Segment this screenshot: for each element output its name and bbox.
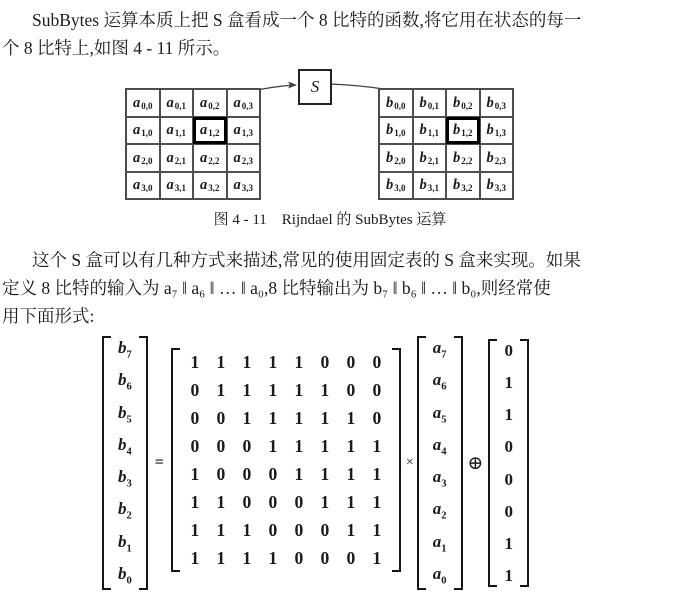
matrix-entry: 1 [320, 491, 330, 512]
b-vector [102, 336, 148, 590]
vector-entry: $b_3$ [118, 467, 132, 490]
sbox [298, 69, 332, 105]
matrix-entry: 0 [190, 407, 200, 428]
vector-entry: 1 [504, 533, 513, 553]
matrix-entry: 0 [372, 351, 382, 372]
matrix-entry: 1 [242, 547, 252, 568]
vector-entry: $a_0$ [432, 564, 447, 587]
state-cell: b $_{1,3}$ [480, 117, 514, 145]
state-cell: b $_{3,2}$ [446, 172, 480, 200]
state-grid-input [125, 88, 261, 200]
matrix-entry: 1 [190, 463, 200, 484]
matrix-entry: 1 [216, 351, 226, 372]
matrix-entry: 1 [294, 407, 304, 428]
matrix-entry: 0 [346, 547, 356, 568]
matrix-entry: 1 [268, 407, 278, 428]
state-cell: b $_{2,1}$ [413, 144, 447, 172]
state-cell: a $_{1,1}$ [160, 117, 194, 145]
state-cell: a $_{1,3}$ [227, 117, 261, 145]
matrix-entry: 0 [372, 407, 382, 428]
vector-entry: 1 [504, 565, 513, 585]
vector-entry: $a_7$ [432, 338, 447, 361]
state-cell: b $_{0,3}$ [480, 89, 514, 117]
matrix-entry: 1 [190, 491, 200, 512]
state-cell: a $_{2,2}$ [193, 144, 227, 172]
matrix-entry: 0 [346, 379, 356, 400]
vector-entry: $a_2$ [432, 499, 447, 522]
vector-entry: $a_3$ [432, 467, 447, 490]
matrix-entry: 1 [372, 463, 382, 484]
affine-equation [102, 334, 529, 592]
state-cell: a $_{2,0}$ [126, 144, 160, 172]
matrix-entry: 1 [320, 379, 330, 400]
vector-entry: 0 [504, 469, 513, 489]
state-cell: a $_{1,2}$ [193, 117, 227, 145]
vector-entry: 1 [504, 373, 513, 393]
bracket-left [417, 336, 426, 590]
paragraph-2 [2, 246, 658, 330]
state-cell: b $_{2,2}$ [446, 144, 480, 172]
matrix-entry: 1 [294, 435, 304, 456]
vector-entry: $a_5$ [432, 402, 447, 425]
bracket-left [102, 336, 111, 590]
matrix-entry: 1 [242, 519, 252, 540]
bracket-right [139, 336, 148, 590]
vector-entry: $b_6$ [118, 370, 132, 393]
vector-entry: 0 [504, 501, 513, 521]
state-cell: b $_{0,1}$ [413, 89, 447, 117]
matrix-entry: 0 [190, 435, 200, 456]
paragraph-line: 用下面形式: [2, 306, 95, 326]
matrix-entry: 0 [294, 547, 304, 568]
matrix-entry: 0 [320, 519, 330, 540]
vector-entry: $b_4$ [118, 434, 132, 458]
matrix-entry: 0 [320, 547, 330, 568]
coefficient-matrix [171, 348, 401, 572]
state-cell: a $_{3,3}$ [227, 172, 261, 200]
matrix-entry: 1 [242, 407, 252, 428]
matrix-entry: 0 [268, 519, 278, 540]
matrix-entry: 0 [294, 519, 304, 540]
matrix-entry: 1 [190, 351, 200, 372]
state-cell: a $_{2,1}$ [160, 144, 194, 172]
state-cell: a $_{0,2}$ [193, 89, 227, 117]
matrix-entry: 1 [216, 379, 226, 400]
multiply-sign: × [405, 455, 414, 470]
vector-entry: 0 [504, 341, 513, 360]
xor-sign: ⊕ [467, 452, 484, 474]
matrix-entry: 0 [242, 435, 252, 456]
matrix-entry: 0 [320, 351, 330, 372]
vector-entry: $b_5$ [118, 402, 132, 425]
figure-caption: 图 4 - 11 Rijndael 的 SubBytes 运算 [213, 212, 447, 228]
state-cell: a $_{0,1}$ [160, 89, 194, 117]
matrix-entry: 0 [268, 491, 278, 512]
state-cell: a $_{0,3}$ [227, 89, 261, 117]
matrix-entry: 1 [216, 491, 226, 512]
matrix-entry: 0 [294, 491, 304, 512]
matrix-entry: 0 [216, 463, 226, 484]
paragraph-line: 这个 S 盒可以有几种方式来描述,常见的使用固定表的 S 盒来实现。如果 [32, 250, 581, 270]
matrix-entry: 1 [320, 407, 330, 428]
vector-entry: $a_6$ [432, 370, 447, 393]
state-cell: b $_{1,1}$ [413, 117, 447, 145]
state-grid-output [378, 88, 514, 200]
matrix-entry: 1 [268, 435, 278, 456]
subbytes-diagram [0, 62, 674, 202]
matrix-entry: 1 [320, 463, 330, 484]
state-cell: a $_{3,0}$ [126, 172, 160, 200]
equals-sign: = [154, 454, 164, 471]
state-cell: a $_{3,2}$ [193, 172, 227, 200]
state-cell: a $_{2,3}$ [227, 144, 261, 172]
matrix-entry: 1 [216, 519, 226, 540]
state-cell: a $_{0,0}$ [126, 89, 160, 117]
paragraph-line: 个 8 比特上,如图 4 - 11 所示。 [2, 38, 231, 58]
state-cell: b $_{3,3}$ [480, 172, 514, 200]
state-cell: a $_{1,0}$ [126, 117, 160, 145]
matrix-grid [180, 348, 392, 572]
bracket-left [488, 339, 497, 587]
state-cell: b $_{3,1}$ [413, 172, 447, 200]
vector-entry: $b_0$ [118, 564, 132, 587]
bracket-right [392, 348, 401, 572]
state-cell: b $_{0,2}$ [446, 89, 480, 117]
state-cell: b $_{3,0}$ [379, 172, 413, 200]
matrix-entry: 1 [372, 519, 382, 540]
matrix-entry: 1 [372, 435, 382, 456]
matrix-entry: 1 [242, 351, 252, 372]
matrix-entry: 1 [346, 519, 356, 540]
vector-entry: $a_4$ [432, 434, 447, 458]
state-cell: b $_{2,0}$ [379, 144, 413, 172]
paragraph-1 [2, 6, 658, 62]
matrix-entry: 1 [268, 351, 278, 372]
matrix-entry: 1 [268, 379, 278, 400]
matrix-entry: 0 [216, 435, 226, 456]
state-cell: b $_{0,0}$ [379, 89, 413, 117]
bracket-right [520, 339, 529, 587]
matrix-entry: 1 [346, 435, 356, 456]
state-cell: a $_{3,1}$ [160, 172, 194, 200]
matrix-entry: 0 [242, 491, 252, 512]
matrix-entry: 1 [294, 463, 304, 484]
matrix-entry: 1 [190, 547, 200, 568]
paragraph-line: 定义 8 比特的输入为 a₇ ‖ a₆ ‖ … ‖ a₀,8 比特输出为 b₇ ‖ b₆ ‖ … ‖ b₀,则经常使 [2, 278, 551, 298]
matrix-entry: 0 [268, 463, 278, 484]
vector-entry: 1 [504, 405, 513, 425]
state-cell: b $_{1,2}$ [446, 117, 480, 145]
matrix-entry: 1 [372, 547, 382, 568]
vector-entry: $b_1$ [118, 531, 132, 555]
matrix-entry: 1 [346, 491, 356, 512]
bracket-left [171, 348, 180, 572]
matrix-entry: 1 [294, 379, 304, 400]
matrix-entry: 0 [346, 351, 356, 372]
constant-vector [488, 339, 529, 587]
matrix-entry: 0 [372, 379, 382, 400]
matrix-entry: 1 [216, 547, 226, 568]
matrix-entry: 1 [294, 351, 304, 372]
matrix-entry: 0 [216, 407, 226, 428]
matrix-entry: 1 [190, 519, 200, 540]
vector-entry: $a_1$ [432, 531, 447, 555]
matrix-entry: 0 [190, 379, 200, 400]
matrix-entry: 1 [372, 491, 382, 512]
arrow-curves [0, 62, 674, 202]
matrix-entry: 1 [320, 435, 330, 456]
vector-entry: $b_2$ [118, 499, 132, 522]
matrix-entry: 1 [346, 407, 356, 428]
a-vector [417, 336, 463, 590]
matrix-entry: 0 [242, 463, 252, 484]
vector-entry: $b_7$ [118, 338, 132, 361]
state-cell: b $_{2,3}$ [480, 144, 514, 172]
matrix-entry: 1 [346, 463, 356, 484]
paragraph-line: SubBytes 运算本质上把 S 盒看成一个 8 比特的函数,将它用在状态的每一 [32, 10, 582, 30]
state-cell: b $_{1,0}$ [379, 117, 413, 145]
matrix-entry: 1 [242, 379, 252, 400]
bracket-right [454, 336, 463, 590]
matrix-entry: 1 [268, 547, 278, 568]
vector-entry: 0 [504, 437, 513, 457]
sbox-label: S [310, 77, 320, 96]
